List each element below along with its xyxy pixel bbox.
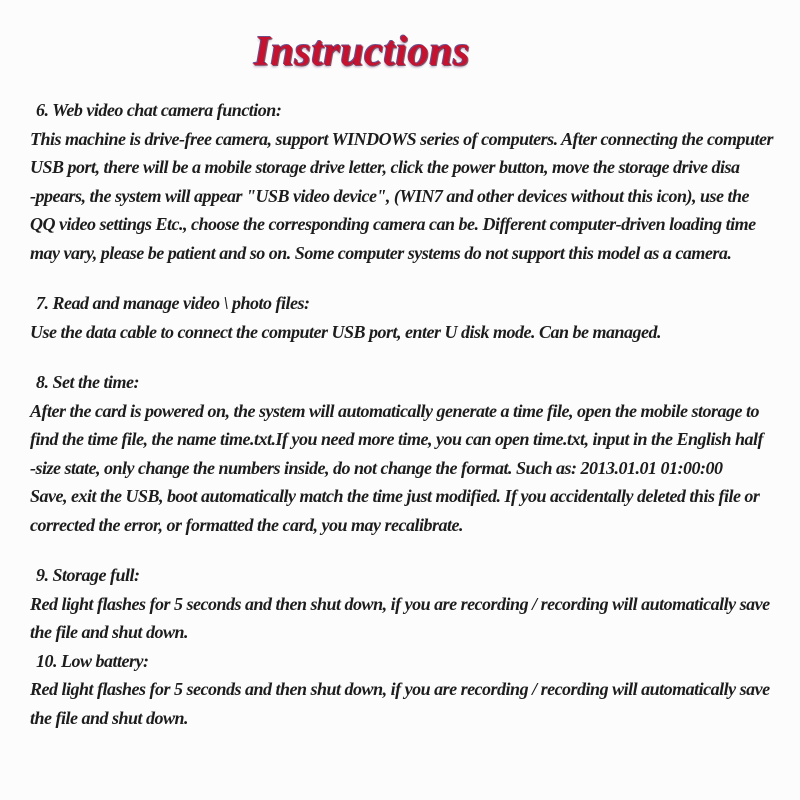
instruction-section: [30, 561, 790, 647]
section-line: -size state, only change the numbers inside, do not change the format. Such as: 2013.01.01 01:00:00: [30, 457, 723, 478]
section-heading: 9. Storage full:: [36, 565, 140, 585]
section-heading: 8. Set the time:: [36, 372, 139, 392]
section-line: find the time file, the name time.txt.If you need more time, you can open time.txt, input in the English half: [30, 429, 764, 449]
section-heading: 10. Low battery:: [36, 650, 149, 671]
section-line: the file and shut down.: [30, 707, 189, 728]
section-heading: 6. Web video chat camera function:: [36, 100, 282, 120]
section-line: After the card is powered on, the system will automatically generate a time file, open the mobile storage to: [30, 400, 759, 421]
instruction-section: [30, 368, 790, 539]
page-title: Instructions: [253, 29, 471, 75]
instruction-section: [30, 289, 790, 346]
section-line: the file and shut down.: [30, 622, 189, 642]
instruction-section: [30, 96, 790, 267]
section-line: Red light flashes for 5 seconds and then shut down, if you are recording / recording will automatically save: [30, 679, 770, 699]
section-line: -ppears, the system will appear "USB video device", (WIN7 and other devices without this icon), use the: [30, 185, 749, 206]
section-heading: 7. Read and manage video \ photo files:: [36, 293, 310, 313]
section-line: This machine is drive-free camera, support WINDOWS series of computers. After connecting the computer: [30, 128, 773, 149]
section-line: may vary, please be patient and so on. Some computer systems do not support this model as a camera.: [30, 242, 732, 263]
section-line: QQ video settings Etc., choose the corresponding camera can be. Different computer-driven loading time: [30, 214, 756, 234]
instruction-section: [30, 647, 790, 733]
section-line: Save, exit the USB, boot automatically match the time just modified. If you accidentally deleted this file or: [30, 486, 760, 506]
section-line: corrected the error, or formatted the card, you may recalibrate.: [30, 514, 463, 535]
section-line: Red light flashes for 5 seconds and then shut down, if you are recording / recording will automatically save: [30, 593, 770, 614]
section-line: USB port, there will be a mobile storage drive letter, click the power button, move the storage drive disa: [30, 157, 740, 177]
section-line: Use the data cable to connect the computer USB port, enter U disk mode. Can be managed.: [30, 321, 661, 342]
sections: [0, 73, 800, 732]
